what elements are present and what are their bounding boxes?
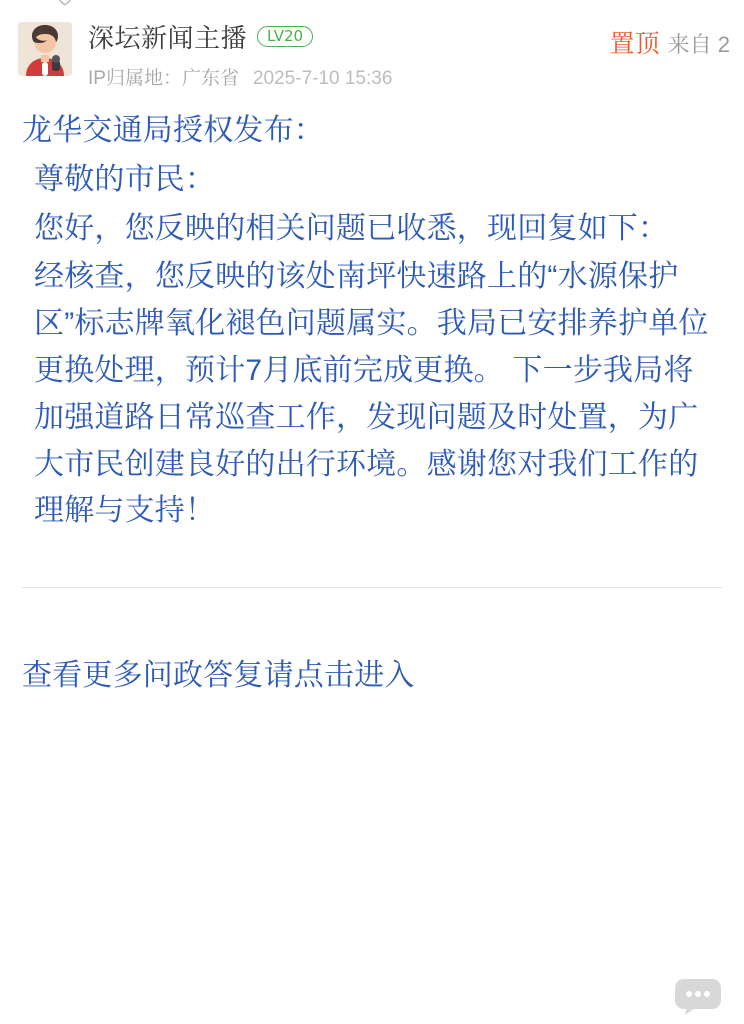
footer-link-wrap xyxy=(0,588,744,694)
post-paragraph-detail: 经核查，您反映的该处南坪快速路上的“水源保护区”标志牌氧化褪色问题属实。我局已安排养护单位更换处理，预计7月底前完成更换。 下一步我局将加强道路日常巡查工作，发现问题及时处置，为广大市民创建良好的出行环境。感谢您对我们工作的理解与支持！ xyxy=(34,260,709,528)
avatar[interactable] xyxy=(18,22,72,76)
post-body xyxy=(0,102,744,535)
post-header xyxy=(0,14,744,102)
post-meta xyxy=(88,63,726,90)
comment-icon[interactable] xyxy=(672,974,724,1016)
heart-icon[interactable] xyxy=(54,0,76,8)
post-datetime: 2025-7-10 15:36 xyxy=(252,68,393,89)
ip-label: IP归属地： xyxy=(88,68,182,89)
header-right xyxy=(610,24,730,60)
post-paragraph-intro: 您好，您反映的相关问题已收悉，现回复如下： xyxy=(34,211,669,245)
more-replies-link[interactable]: 查看更多问政答复请点击进入 xyxy=(22,659,415,693)
pin-badge: 置顶 xyxy=(609,30,660,58)
level-badge: LV20 xyxy=(257,26,313,48)
top-strip xyxy=(0,0,744,14)
author-name[interactable]: 深坛新闻主播 xyxy=(88,23,248,53)
from-source-label: 来自 2 xyxy=(667,32,730,57)
post-paragraph-salutation: 尊敬的市民： xyxy=(34,162,216,196)
ip-location: 广东省 xyxy=(181,68,239,89)
post-paragraph-title: 龙华交通局授权发布： xyxy=(22,114,324,147)
